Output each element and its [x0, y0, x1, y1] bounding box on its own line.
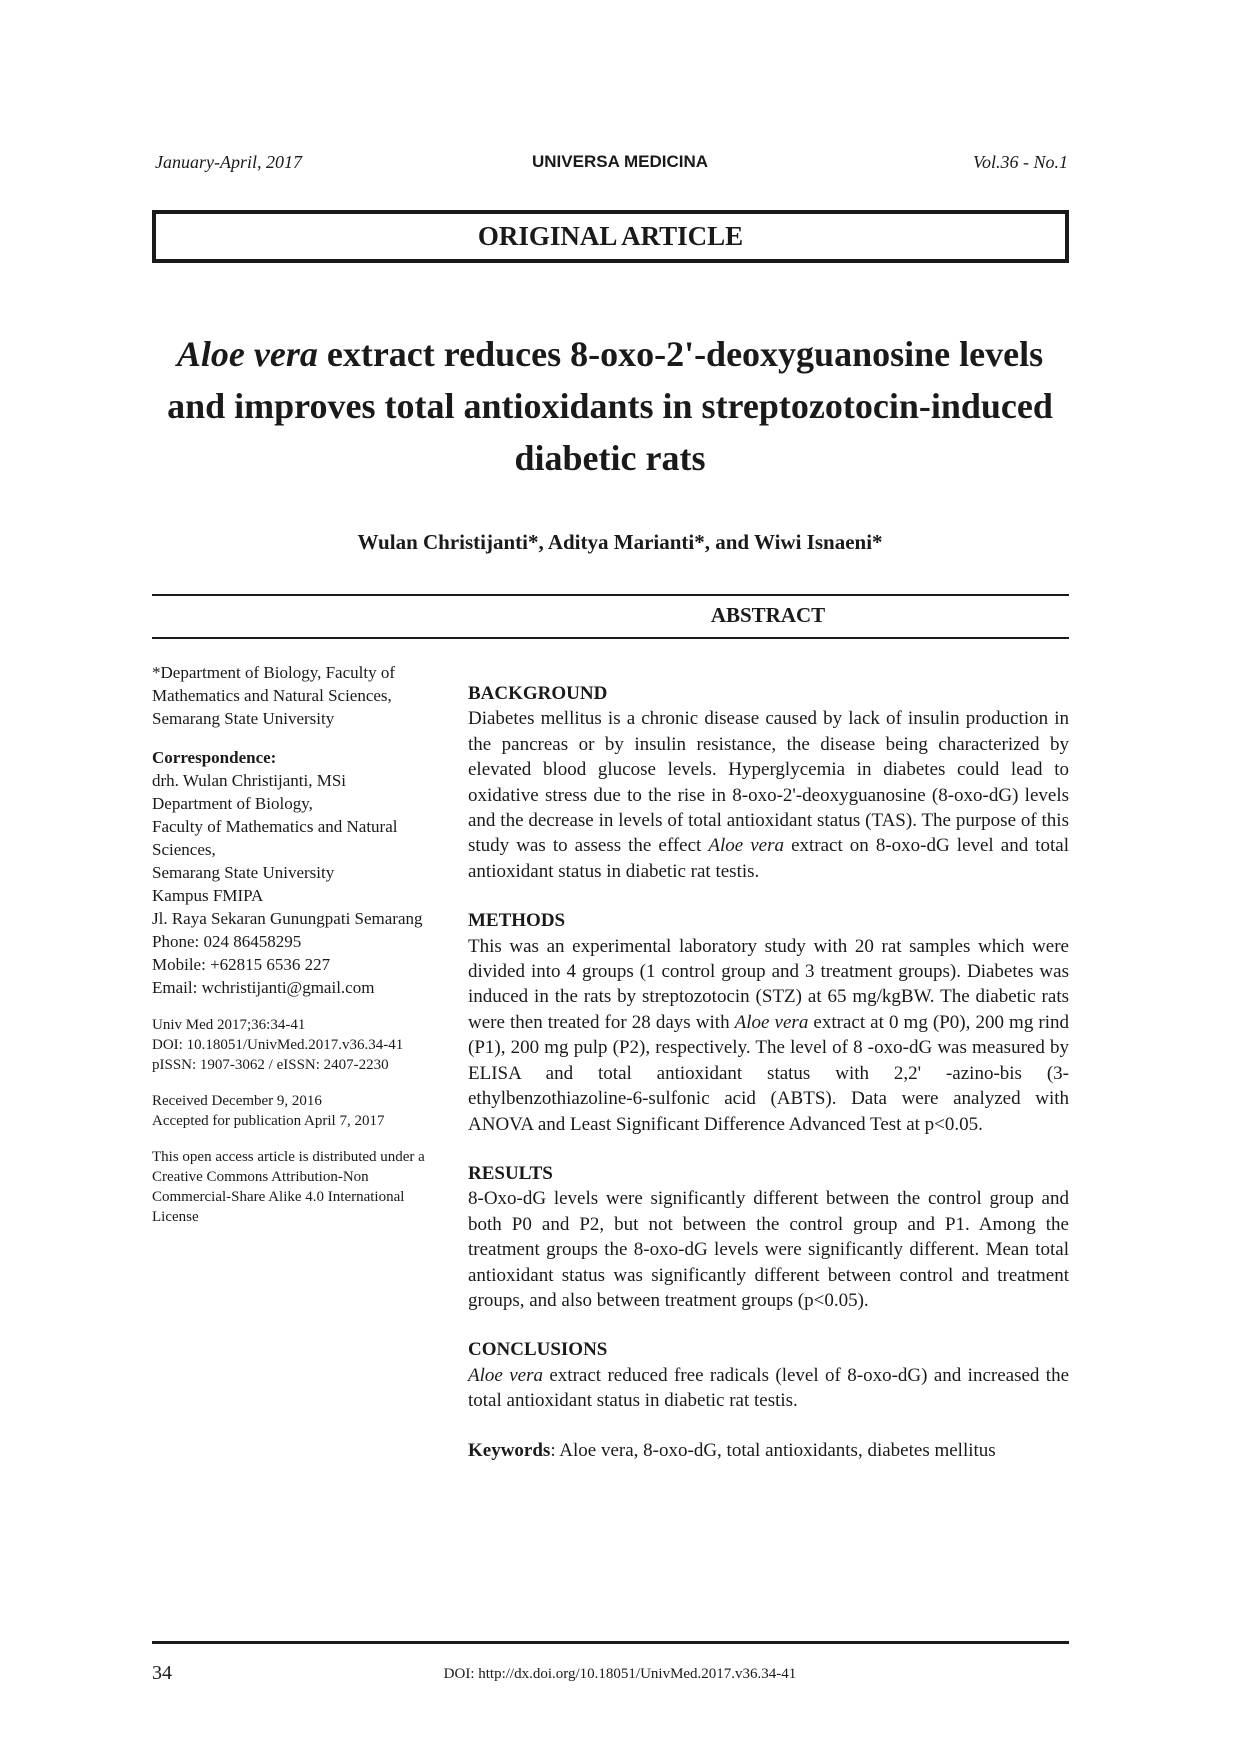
corr-line: Phone: 024 86458295 — [152, 932, 302, 951]
corr-line: drh. Wulan Christijanti, MSi — [152, 771, 347, 790]
text-italic: Aloe vera — [468, 1364, 543, 1386]
keywords-text: : Aloe vera, 8-oxo-dG, total antioxidants, diabetes mellitus — [550, 1439, 996, 1461]
footer-divider — [152, 1641, 1069, 1644]
results-heading: RESULTS — [468, 1162, 553, 1184]
article-type-box — [152, 210, 1069, 263]
email[interactable]: Email: wchristijanti@gmail.com — [152, 978, 375, 997]
conclusions-heading: CONCLUSIONS — [468, 1339, 608, 1361]
footer-doi[interactable]: DOI: http://dx.doi.org/10.18051/UnivMed.2017.v36.34-41 — [443, 1666, 797, 1682]
text: extract at 0 mg (P0), 200 mg rind (P1), 200 mg pulp (P2), respectively. The level of 8 -oxo-dG was measured by ELISA and total antioxidant status with 2,2' -azino-bis (3-ethylbenzothiazoline-6-sulfonic acid (ABTS). Data were analyzed with ANOVA and Least Significant Difference Advanced Test at p<0.05. — [468, 1011, 1070, 1135]
keywords-label: Keywords — [468, 1439, 551, 1461]
text: 8-Oxo-dG levels were significantly different between the control group and both P0 and P2, but not between the control group and P1. Among the treatment groups the 8-oxo-dG levels were significantly different. Mean total antioxidant status was significantly different between control and treatment groups, and also between treatment groups (p<0.05). — [468, 1188, 1069, 1311]
article-title — [150, 328, 1070, 484]
title-italic: Aloe vera — [176, 334, 318, 374]
affiliation: *Department of Biology, Faculty of Mathematics and Natural Sciences, Semarang State University — [152, 663, 395, 728]
received-date: Received December 9, 2016 — [152, 1093, 322, 1109]
text: extract reduced free radicals (level of 8-oxo-dG) and increased the total antioxidant status in diabetic rat testis. — [468, 1364, 1070, 1412]
text: extract on 8-oxo-dG level and total antioxidant status in diabetic rat testis. — [468, 835, 1070, 882]
corr-line: Department of Biology, — [152, 794, 313, 813]
page-number: 34 — [152, 1662, 172, 1684]
journal-name: UNIVERSA MEDICINA — [532, 152, 708, 171]
citation-issn: pISSN: 1907-3062 / eISSN: 2407-2230 — [152, 1057, 389, 1073]
text-italic: Aloe vera — [734, 1011, 809, 1033]
license: This open access article is distributed under a Creative Commons Attribution-Non Commercial-Share Alike 4.0 International License — [152, 1149, 425, 1225]
accepted-date: Accepted for publication April 7, 2017 — [152, 1113, 385, 1129]
text-italic: Aloe vera — [708, 835, 785, 857]
title-rest: extract reduces 8-oxo-2'-deoxyguanosine levels and improves total antioxidants in streptozotocin-induced diabetic rats — [167, 334, 1053, 478]
divider — [152, 637, 1069, 639]
authors: Wulan Christijanti*, Aditya Marianti*, and Wiwi Isnaeni* — [357, 530, 883, 554]
dates — [152, 1091, 434, 1131]
corr-line: Kampus FMIPA — [152, 886, 264, 905]
abstract-body — [468, 657, 1069, 1487]
abstract-heading: ABSTRACT — [710, 603, 826, 627]
issue-date: January-April, 2017 — [155, 152, 302, 172]
background-heading: BACKGROUND — [468, 683, 608, 704]
correspondence-heading: Correspondence: — [152, 748, 277, 767]
keywords — [468, 1438, 1069, 1463]
volume-issue: Vol.36 - No.1 — [972, 152, 1068, 172]
corr-line: Jl. Raya Sekaran Gunungpati Semarang — [152, 909, 423, 928]
citation — [152, 1015, 434, 1075]
correspondence — [152, 746, 434, 999]
corr-line: Mobile: +62815 6536 227 — [152, 955, 331, 974]
methods-heading: METHODS — [468, 910, 566, 932]
corr-line: Faculty of Mathematics and Natural Sciences, — [152, 817, 398, 859]
text: Diabetes mellitus is a chronic disease caused by lack of insulin production in the pancreas or by insulin resistance, the disease being characterized by elevated blood glucose levels. Hyperglycemia in diabetes could lead to oxidative stress due to the rise in 8-oxo-2'-deoxyguanosine (8-oxo-dG) levels and the decrease in levels of total antioxidant status (TAS). The purpose of this study was to assess the effect — [468, 708, 1069, 857]
sidebar-info — [152, 661, 434, 1243]
citation-line: Univ Med 2017;36:34-41 — [152, 1017, 306, 1033]
corr-line: Semarang State University — [152, 863, 335, 882]
citation-doi: DOI: 10.18051/UnivMed.2017.v36.34-41 — [152, 1037, 404, 1053]
text: This was an experimental laboratory study with 20 rat samples which were divided into 4 groups (1 control group and 3 treatment groups). Diabetes was induced in the rats by streptozotocin (STZ) at 65 mg/kgBW. The diabetic rats were then treated for 28 days with — [468, 935, 1069, 1033]
divider — [152, 594, 1069, 596]
article-type: ORIGINAL ARTICLE — [477, 221, 744, 251]
